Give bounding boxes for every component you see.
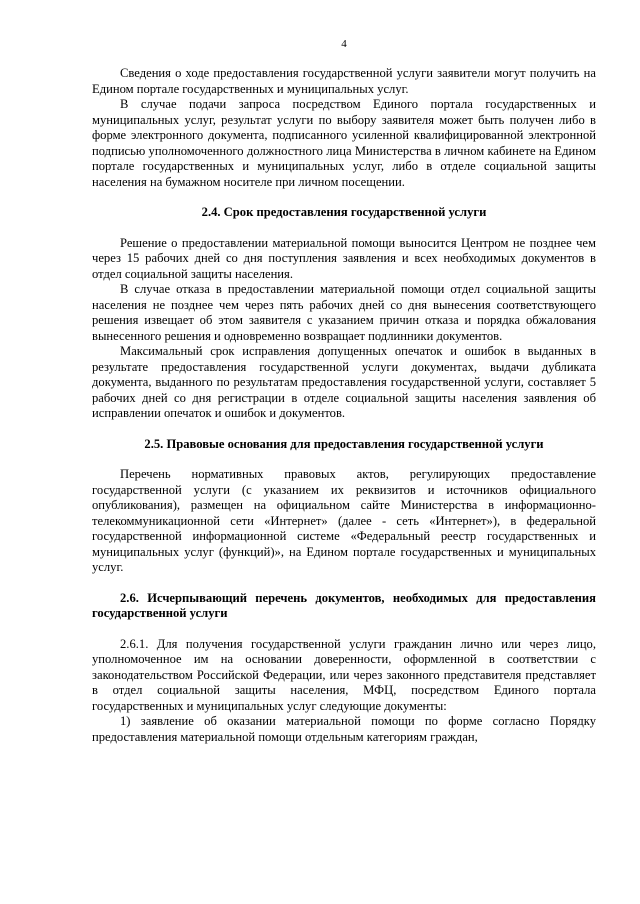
paragraph-legal-acts: Перечень нормативных правовых актов, регулирующих предоставление государственной услуги (с указанием их реквизитов и источников официального опубликования), размещен на официальном сайте Министерства в информационно-телекоммуникационной сети «Интернет» (далее - сеть «Интернет»), в федеральной государственной информационной системе «Федеральный реестр государственных и муниципальных услуг (функций)», на Едином портале государственных и муниципальных услуг. <box>92 467 596 574</box>
section-heading-2-6: 2.6. Исчерпывающий перечень документов, необходимых для предоставления государственной услуги <box>92 590 596 620</box>
paragraph-decision-term: Решение о предоставлении материальной помощи выносится Центром не позднее чем через 15 рабочих дней со дня поступления заявления и всех необходимых документов в отдел социальной защиты населения. <box>92 235 596 281</box>
section-heading-2-5: 2.5. Правовые основания для предоставления государственной услуги <box>144 436 544 451</box>
paragraph-2-6-1: 2.6.1. Для получения государственной услуги гражданин лично или через лицо, уполномоченное им на основании доверенности, оформленной в соответствии с законодательством Российской Федерации, или через законного представителя представляет в отдел социальной защиты населения, МФЦ, посредством Единого портала государственных и муниципальных услуг следующие документы: <box>92 636 596 713</box>
paragraph-correction-term: Максимальный срок исправления допущенных опечаток и ошибок в выданных в результате предоставления государственной услуги документах, выдачи дубликата документа, выданного по результатам предоставления государственной услуги, составляет 5 рабочих дней со дня регистрации в отделе социальной защиты населения заявления об исправлении опечаток и ошибок и документов. <box>92 344 596 420</box>
paragraph-list-item-1: 1) заявление об оказании материальной помощи по форме согласно Порядку предоставления материальной помощи отдельным категориям граждан, <box>92 714 596 744</box>
section-heading-2-4: 2.4. Срок предоставления государственной услуги <box>201 205 487 219</box>
paragraph-refusal-notice: В случае отказа в предоставлении материальной помощи отдел социальной защиты населения не позднее чем через пять рабочих дней со дня вынесения соответствующего решения извещает об этом заявителя с указанием причин отказа и порядка обжалования вынесенного решения и одновременно возвращает подлинники документов. <box>92 282 596 343</box>
paragraph-service-progress-info: Сведения о ходе предоставления государственной услуги заявители могут получить на Едином портале государственных и муниципальных услуг. <box>92 66 596 96</box>
page-number: 4 <box>341 38 347 50</box>
document-page <box>92 38 596 745</box>
paragraph-portal-result: В случае подачи запроса посредством Единого портала государственных и муниципальных услуг, результат услуги по выбору заявителя может быть получен либо в форме электронного документа, подписанного усиленной квалифицированной электронной подписью уполномоченного должностного лица Министерства в личном кабинете на Едином портале государственных и муниципальных услуг, либо в отделе социальной защиты населения на бумажном носителе при личном посещении. <box>92 97 596 189</box>
